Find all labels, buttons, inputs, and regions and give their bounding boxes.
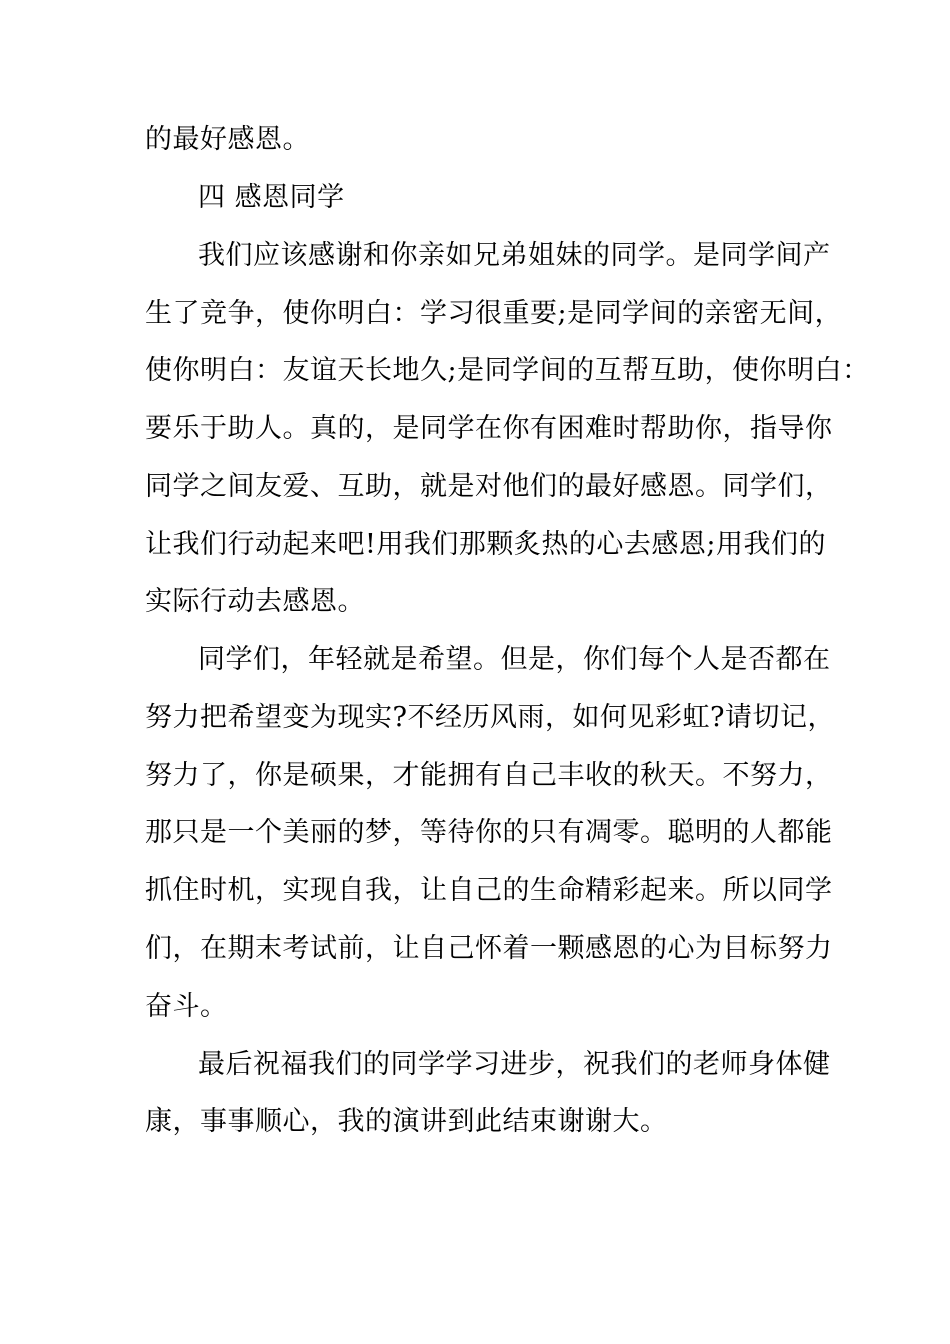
text-line: 我们应该感谢和你亲如兄弟姐妹的同学。是同学间产 bbox=[198, 240, 831, 271]
text-line: 奋斗。 bbox=[145, 991, 228, 1022]
text-line: 同学们，年轻就是希望。但是，你们每个人是否都在 bbox=[198, 644, 831, 675]
text-line: 让我们行动起来吧!用我们那颗炙热的心去感恩;用我们的 bbox=[145, 529, 826, 560]
text-line: 生了竞争，使你明白：学习很重要;是同学间的亲密无间， bbox=[145, 298, 843, 329]
text-line: 同学之间友爱、互助，就是对他们的最好感恩。同学们， bbox=[145, 471, 833, 502]
text-line: 努力了，你是硕果，才能拥有自己丰收的秋天。不努力， bbox=[145, 760, 833, 791]
section-heading: 四 感恩同学 bbox=[198, 182, 345, 213]
text-line: 的最好感恩。 bbox=[145, 124, 310, 155]
text-line: 那只是一个美丽的梦，等待你的只有凋零。聪明的人都能 bbox=[145, 817, 833, 848]
text-line: 努力把希望变为现实?不经历风雨，如何见彩虹?请切记， bbox=[145, 702, 835, 733]
text-line: 使你明白：友谊天长地久;是同学间的互帮互助，使你明白： bbox=[145, 355, 870, 386]
text-line: 们，在期末考试前，让自己怀着一颗感恩的心为目标努力 bbox=[145, 933, 833, 964]
text-line: 康，事事顺心，我的演讲到此结束谢谢大。 bbox=[145, 1106, 668, 1137]
text-line: 要乐于助人。真的，是同学在你有困难时帮助你，指导你 bbox=[145, 413, 833, 444]
text-line: 最后祝福我们的同学学习进步，祝我们的老师身体健 bbox=[198, 1049, 831, 1080]
text-line: 实际行动去感恩。 bbox=[145, 586, 365, 617]
text-line: 抓住时机，实现自我，让自己的生命精彩起来。所以同学 bbox=[145, 875, 833, 906]
